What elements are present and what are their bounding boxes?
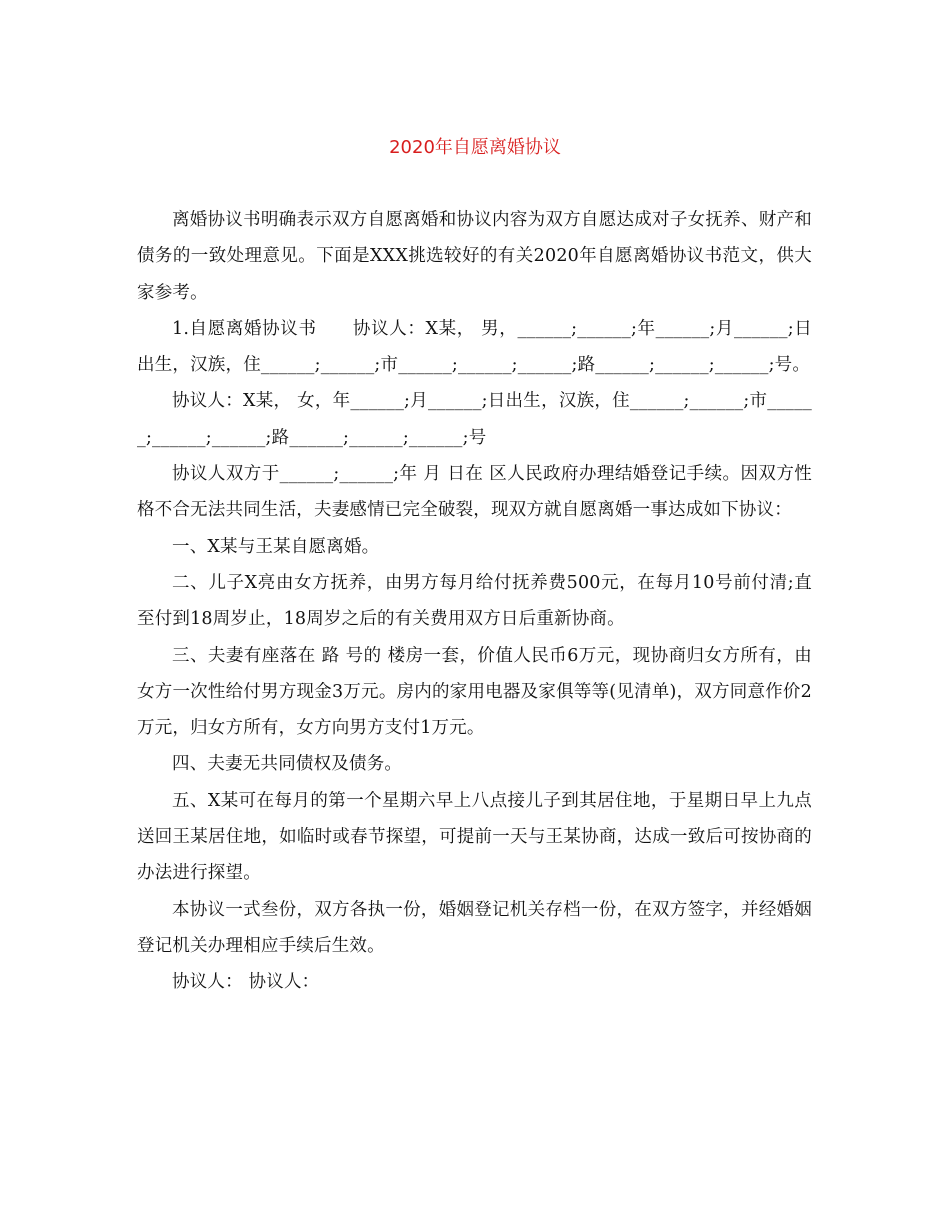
marriage-registration-paragraph: 协议人双方于______;______;年 月 日在 区人民政府办理结婚登记手续。因双方性格不合无法共同生活，夫妻感情已完全破裂，现双方就自愿离婚一事达成如下协议： xyxy=(137,464,812,521)
clause-three-paragraph: 三、夫妻有座落在 路 号的 楼房一套，价值人民币6万元，现协商归女方所有，由女方一次性给付男方现金3万元。房内的家用电器及家俱等等(见清单)，双方同意作价2万元，归女方所有，女方向男方支付1万元。 xyxy=(137,645,812,739)
clause-one-paragraph: 一、X某与王某自愿离婚。 xyxy=(172,536,380,557)
clause-five-paragraph: 五、X某可在每月的第一个星期六早上八点接儿子到其居住地，于星期日早上九点送回王某居住地，如临时或春节探望，可提前一天与王某协商，达成一致后可按协商的办法进行探望。 xyxy=(137,790,812,884)
party-one-paragraph: 1.自愿离婚协议书 协议人：X某， 男，______;______;年______;月______;日出生，汉族，住______;______;市______;______;______;路______;______;______;号。 xyxy=(137,318,812,376)
document-title: 2020年自愿离婚协议 xyxy=(389,137,561,158)
clause-two-paragraph: 二、儿子X亮由女方抚养，由男方每月给付抚养费500元，在每月10号前付清;直至付到18周岁止，18周岁之后的有关费用双方日后重新协商。 xyxy=(137,572,812,630)
effectiveness-paragraph: 本协议一式叁份，双方各执一份，婚姻登记机关存档一份，在双方签字，并经婚姻登记机关办理相应手续后生效。 xyxy=(137,899,812,956)
signature-line: 协议人： 协议人： xyxy=(172,972,320,993)
intro-paragraph: 离婚协议书明确表示双方自愿离婚和协议内容为双方自愿达成对子女抚养、财产和债务的一致处理意见。下面是XXX挑选较好的有关2020年自愿离婚协议书范文，供大家参考。 xyxy=(137,210,812,303)
party-two-paragraph: 协议人：X某， 女，年______;月______;日出生，汉族，住______;______;市______;______;______;路______;______;______;号 xyxy=(137,391,812,448)
clause-four-paragraph: 四、夫妻无共同债权及债务。 xyxy=(172,754,403,775)
document-body xyxy=(137,202,812,1001)
